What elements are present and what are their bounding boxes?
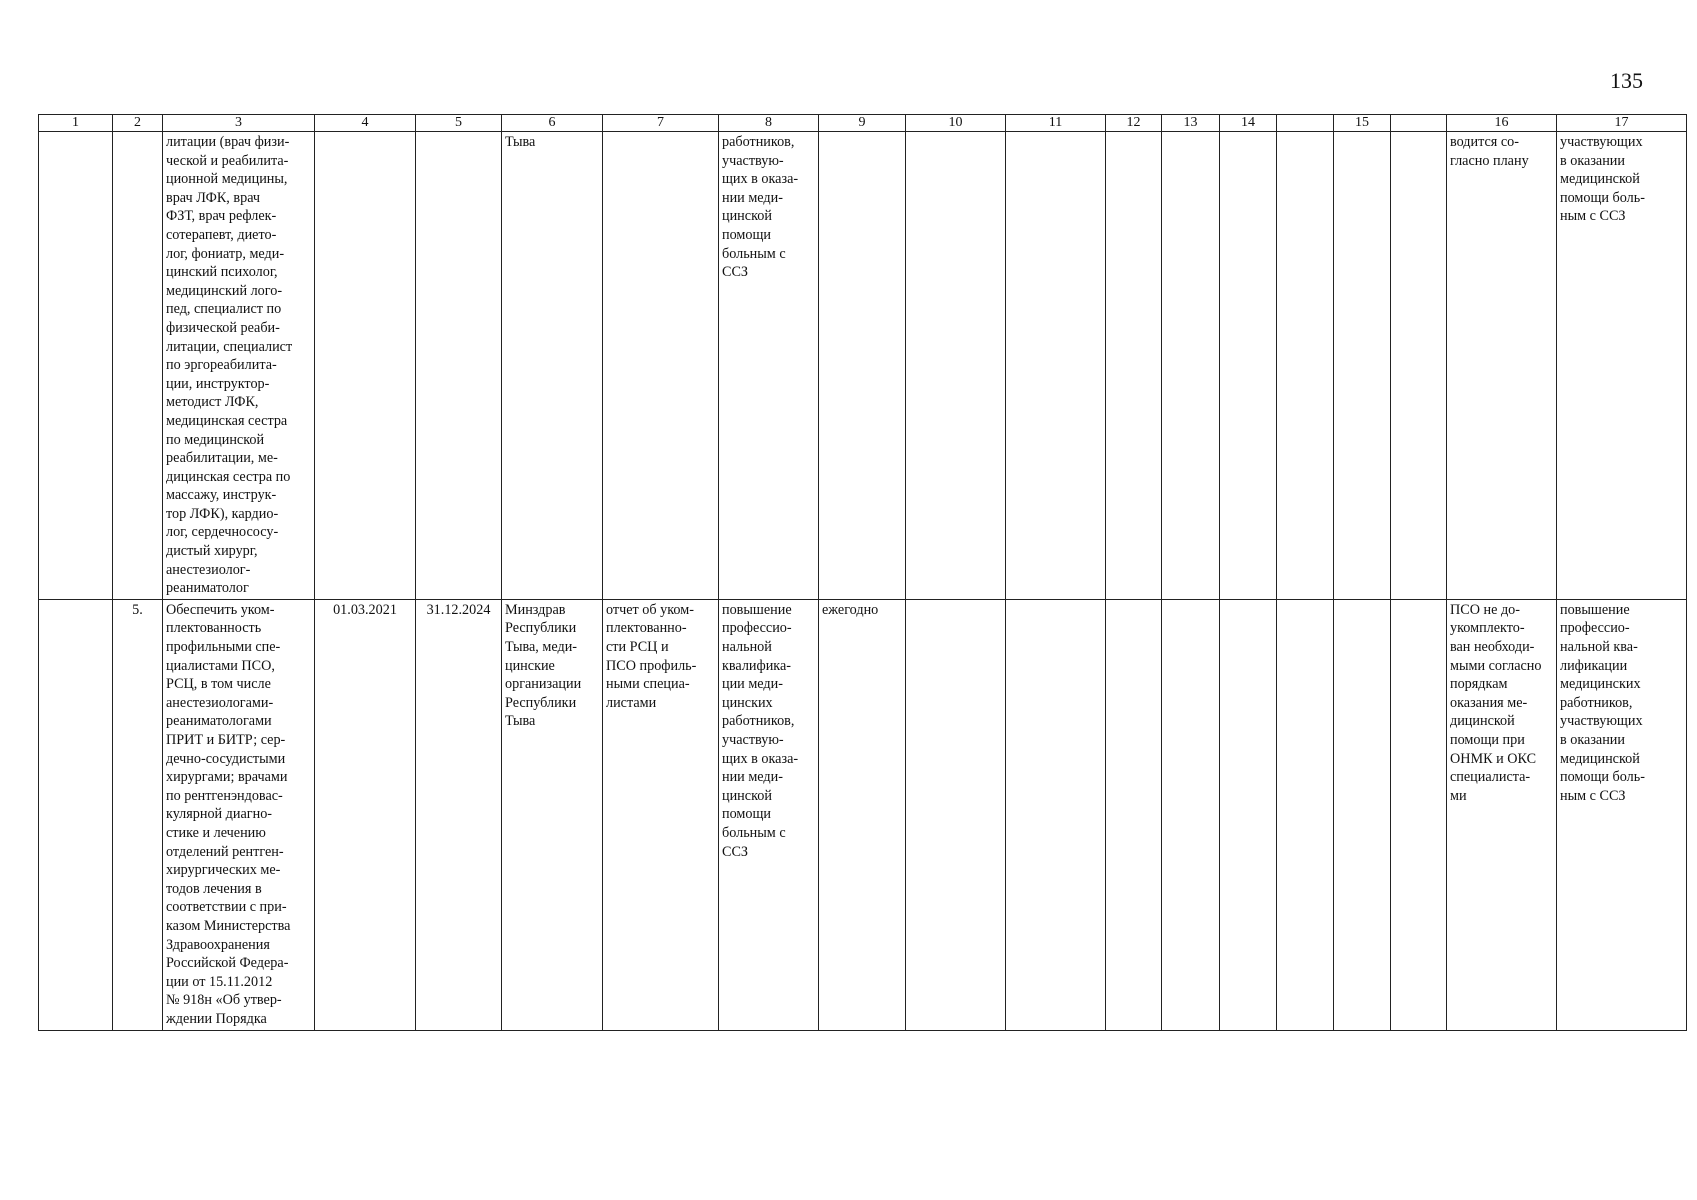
start-date: 01.03.2021 bbox=[315, 599, 416, 1030]
table-cell bbox=[1106, 599, 1162, 1030]
column-header: 15 bbox=[1334, 115, 1391, 132]
table-cell: повышение профессио- нальной квалифика- ции меди- цинских работников, участвую- щих в оказа- нии меди- цинской помощи больным с ССЗ bbox=[719, 599, 819, 1030]
table-row-5 bbox=[39, 599, 1687, 1030]
table-cell bbox=[1220, 599, 1277, 1030]
table-cell bbox=[1006, 132, 1106, 600]
table-cell: повышение профессио- нальной ква- лификации медицинских работников, участвующих в оказании медицинской помощи боль- ным с ССЗ bbox=[1557, 599, 1687, 1030]
table-cell bbox=[1277, 599, 1334, 1030]
column-header: 14 bbox=[1220, 115, 1277, 132]
column-header: 2 bbox=[113, 115, 163, 132]
column-header-row bbox=[39, 115, 1687, 132]
table-cell: Обеспечить уком- плектованность профильными спе- циалистами ПСО, РСЦ, в том числе анестезиологами- реаниматологами ПРИТ и БИТР; сер- дечно-сосудистыми хирургами; врачами по рентгенэндоваc- кулярной диагно- стике и лечению отделений рентген- хирургических ме- тодов лечения в соответствии с при- казом Министерства Здравоохранения Российской Федера- ции от 15.11.2012 № 918н «Об утвер- ждении Порядка bbox=[163, 599, 315, 1030]
row-number: 5. bbox=[113, 599, 163, 1030]
table-cell: литации (врач физи- ческой и реабилита- ционной медицины, врач ЛФК, врач ФЗТ, врач рефлек- сотерапевт, дието- лог, фониатр, меди- цинский психолог, медицинский лого- пед, специалист по физической реаби- литации, специалист по эргореабилита- ции, инструктор- методист ЛФК, медицинская сестра по медицинской реабилитации, ме- дицинская сестра по массажу, инструк- тор ЛФК), кардио- лог, сердечнососу- дистый хирург, анестезиолог- реаниматолог bbox=[163, 132, 315, 600]
table-cell bbox=[1334, 599, 1391, 1030]
page-number: 135 bbox=[1610, 68, 1643, 93]
table-cell bbox=[906, 599, 1006, 1030]
end-date: 31.12.2024 bbox=[416, 599, 502, 1030]
column-header: 1 bbox=[39, 115, 113, 132]
column-header: 16 bbox=[1447, 115, 1557, 132]
table-cell bbox=[819, 132, 906, 600]
table-cell bbox=[113, 132, 163, 600]
table-cell bbox=[1391, 132, 1447, 600]
table-cell bbox=[603, 132, 719, 600]
table-cell bbox=[416, 132, 502, 600]
table-cell bbox=[1391, 599, 1447, 1030]
column-header: 8 bbox=[719, 115, 819, 132]
column-header: 13 bbox=[1162, 115, 1220, 132]
column-header: 6 bbox=[502, 115, 603, 132]
table-cell bbox=[1277, 132, 1334, 600]
column-header: 12 bbox=[1106, 115, 1162, 132]
table-cell bbox=[1220, 132, 1277, 600]
column-header: 10 bbox=[906, 115, 1006, 132]
table-cell: отчет об уком- плектованно- сти РСЦ и ПСО профиль- ными специа- листами bbox=[603, 599, 719, 1030]
table-cell: Тыва bbox=[502, 132, 603, 600]
table-cell: ПСО не до- укомплекто- ван необходи- мыми согласно порядкам оказания ме- дицинской помощи при ОНМК и ОКС специалиста- ми bbox=[1447, 599, 1557, 1030]
table-cell bbox=[1006, 599, 1106, 1030]
table-cell: работников, участвую- щих в оказа- нии меди- цинской помощи больным с ССЗ bbox=[719, 132, 819, 600]
table-cell bbox=[1334, 132, 1391, 600]
table-cell bbox=[1162, 599, 1220, 1030]
table-cell bbox=[1162, 132, 1220, 600]
table-cell bbox=[315, 132, 416, 600]
column-header: 4 bbox=[315, 115, 416, 132]
column-header: 7 bbox=[603, 115, 719, 132]
column-header: 9 bbox=[819, 115, 906, 132]
column-header: 11 bbox=[1006, 115, 1106, 132]
column-header bbox=[1277, 115, 1334, 132]
table-cell bbox=[39, 599, 113, 1030]
plan-table bbox=[38, 114, 1687, 1031]
table-cell bbox=[906, 132, 1006, 600]
table-cell: участвующих в оказании медицинской помощи боль- ным с ССЗ bbox=[1557, 132, 1687, 600]
table-cell bbox=[1106, 132, 1162, 600]
table-cell: ежегодно bbox=[819, 599, 906, 1030]
table-cell bbox=[39, 132, 113, 600]
table-cell: Минздрав Республики Тыва, меди- цинские организации Республики Тыва bbox=[502, 599, 603, 1030]
column-header: 5 bbox=[416, 115, 502, 132]
column-header: 3 bbox=[163, 115, 315, 132]
column-header: 17 bbox=[1557, 115, 1687, 132]
table-row-continued bbox=[39, 132, 1687, 600]
table-cell: водится со- гласно плану bbox=[1447, 132, 1557, 600]
column-header bbox=[1391, 115, 1447, 132]
